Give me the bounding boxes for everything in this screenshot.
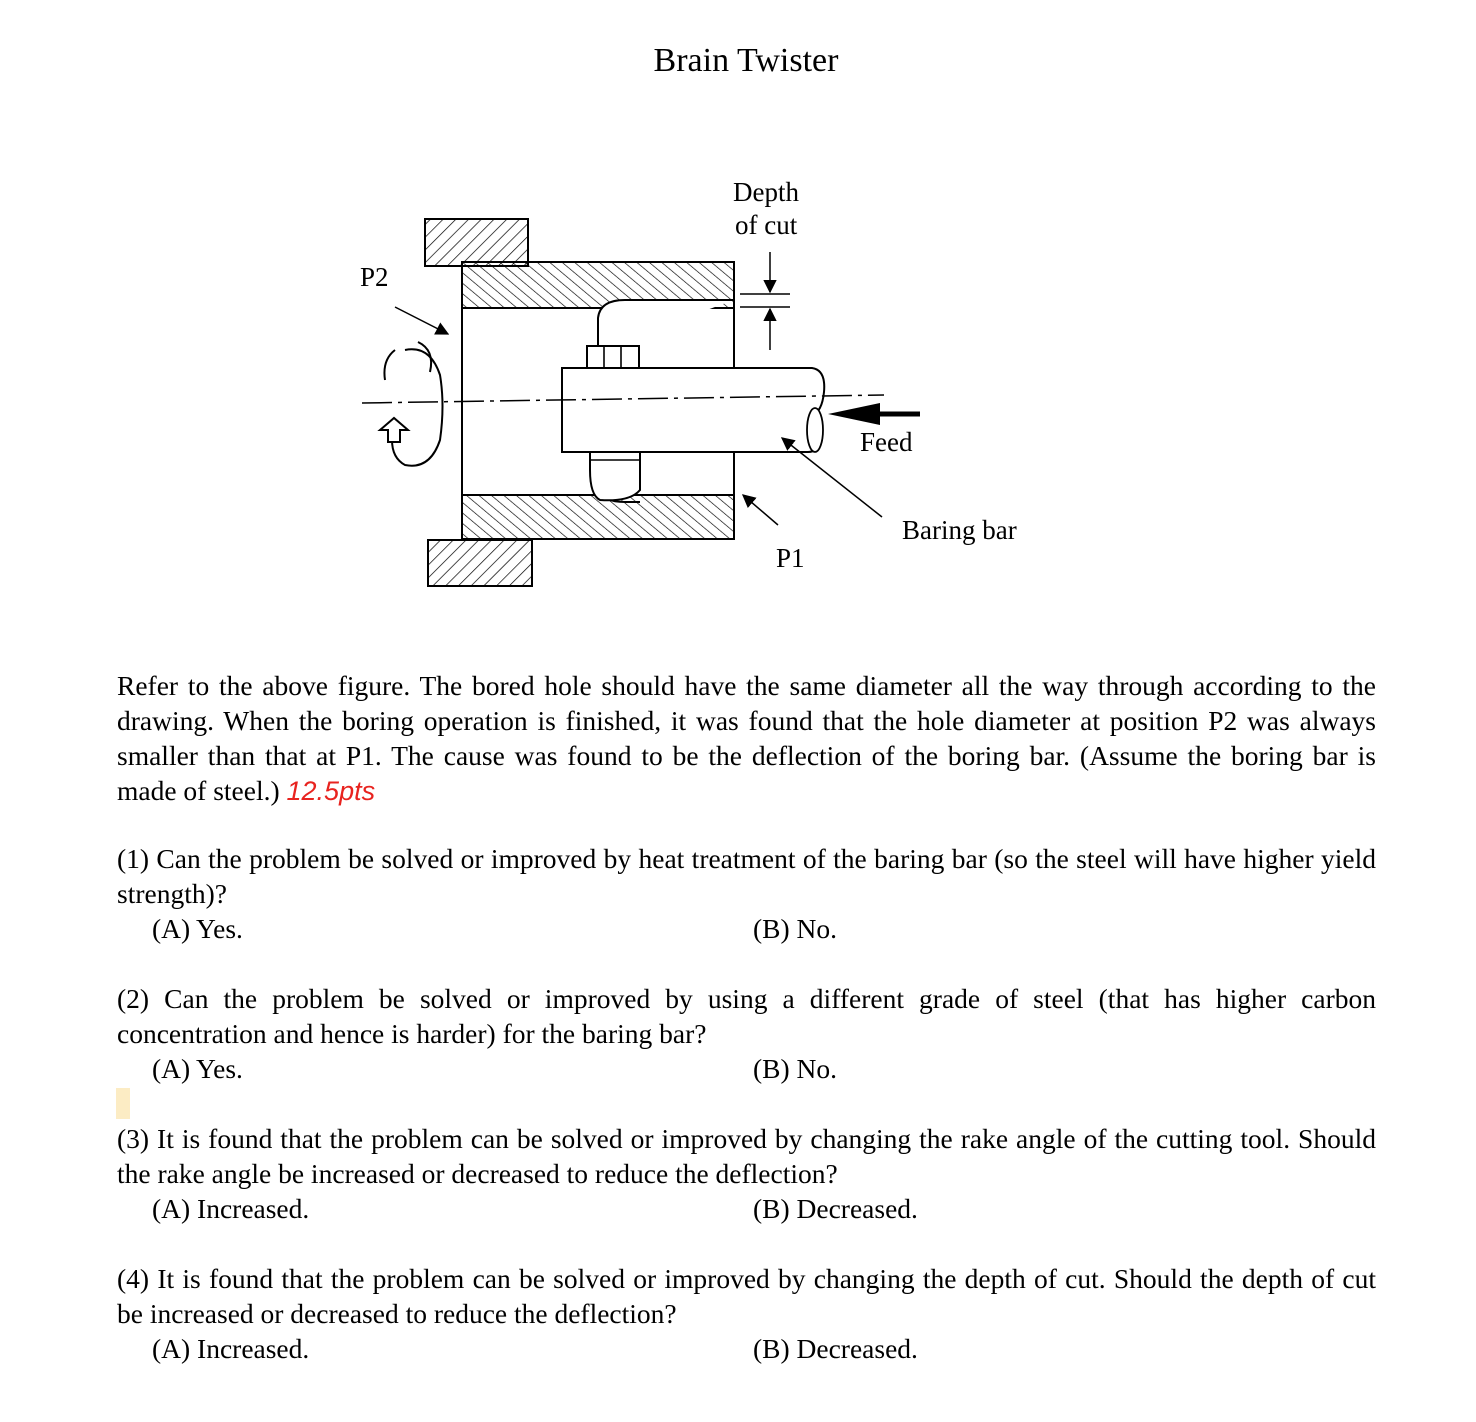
intro-paragraph [117,668,1376,809]
question-3 [117,1121,1376,1226]
option-b[interactable]: (B) Decreased. [753,1193,918,1224]
question-stem: (2) Can the problem be solved or improved by using a different grade of steel (that has higher carbon concentration and hence is harder) for the baring bar? [117,983,1376,1049]
intro-text: Refer to the above figure. The bored hole should have the same diameter all the way through according to the drawing. When the boring operation is finished, it was found that the hole diameter at position P2 was always smaller than that at P1. The cause was found to be the deflection of the boring bar. (Assume the boring bar is made of steel.) [117,670,1376,806]
page-title: Brain Twister [653,42,839,79]
question-stem: (4) It is found that the problem can be solved or improved by changing the depth of cut. Should the depth of cut be increased or decreased to reduce the deflection? [117,1263,1376,1329]
feed-label: Feed [860,427,913,457]
cutting-tool [587,346,639,368]
chuck-jaw-top [425,219,528,266]
chuck-jaw-bottom [428,540,532,586]
rotation-arrow-icon [392,349,443,465]
option-b[interactable]: (B) No. [753,913,838,944]
question-4 [117,1261,1376,1366]
p2-label: P2 [360,262,389,292]
p1-label: P1 [776,543,805,573]
option-a[interactable]: (A) Increased. [152,1193,310,1224]
boring-diagram [350,170,1050,610]
highlight-marker [116,1088,130,1119]
question-1 [117,841,1376,946]
option-a[interactable]: (A) Yes. [152,913,243,944]
option-a[interactable]: (A) Increased. [152,1333,310,1364]
depth-label-line1: Depth [733,177,799,207]
points-label: 12.5pts [286,776,376,806]
option-b[interactable]: (B) Decreased. [753,1333,918,1364]
question-stem: (3) It is found that the problem can be solved or improved by changing the rake angle of the cutting tool. Should the rake angle be increased or decreased to reduce the deflection? [117,1123,1376,1189]
question-2 [117,981,1376,1086]
question-stem: (1) Can the problem be solved or improved by heat treatment of the baring bar (so the steel will have higher yield strength)? [117,843,1376,909]
bar-label: Baring bar [902,515,1017,545]
workpiece-wall-bottom [462,495,734,539]
depth-label-line2: of cut [735,210,798,240]
option-a[interactable]: (A) Yes. [152,1053,243,1084]
option-b[interactable]: (B) No. [753,1053,838,1084]
